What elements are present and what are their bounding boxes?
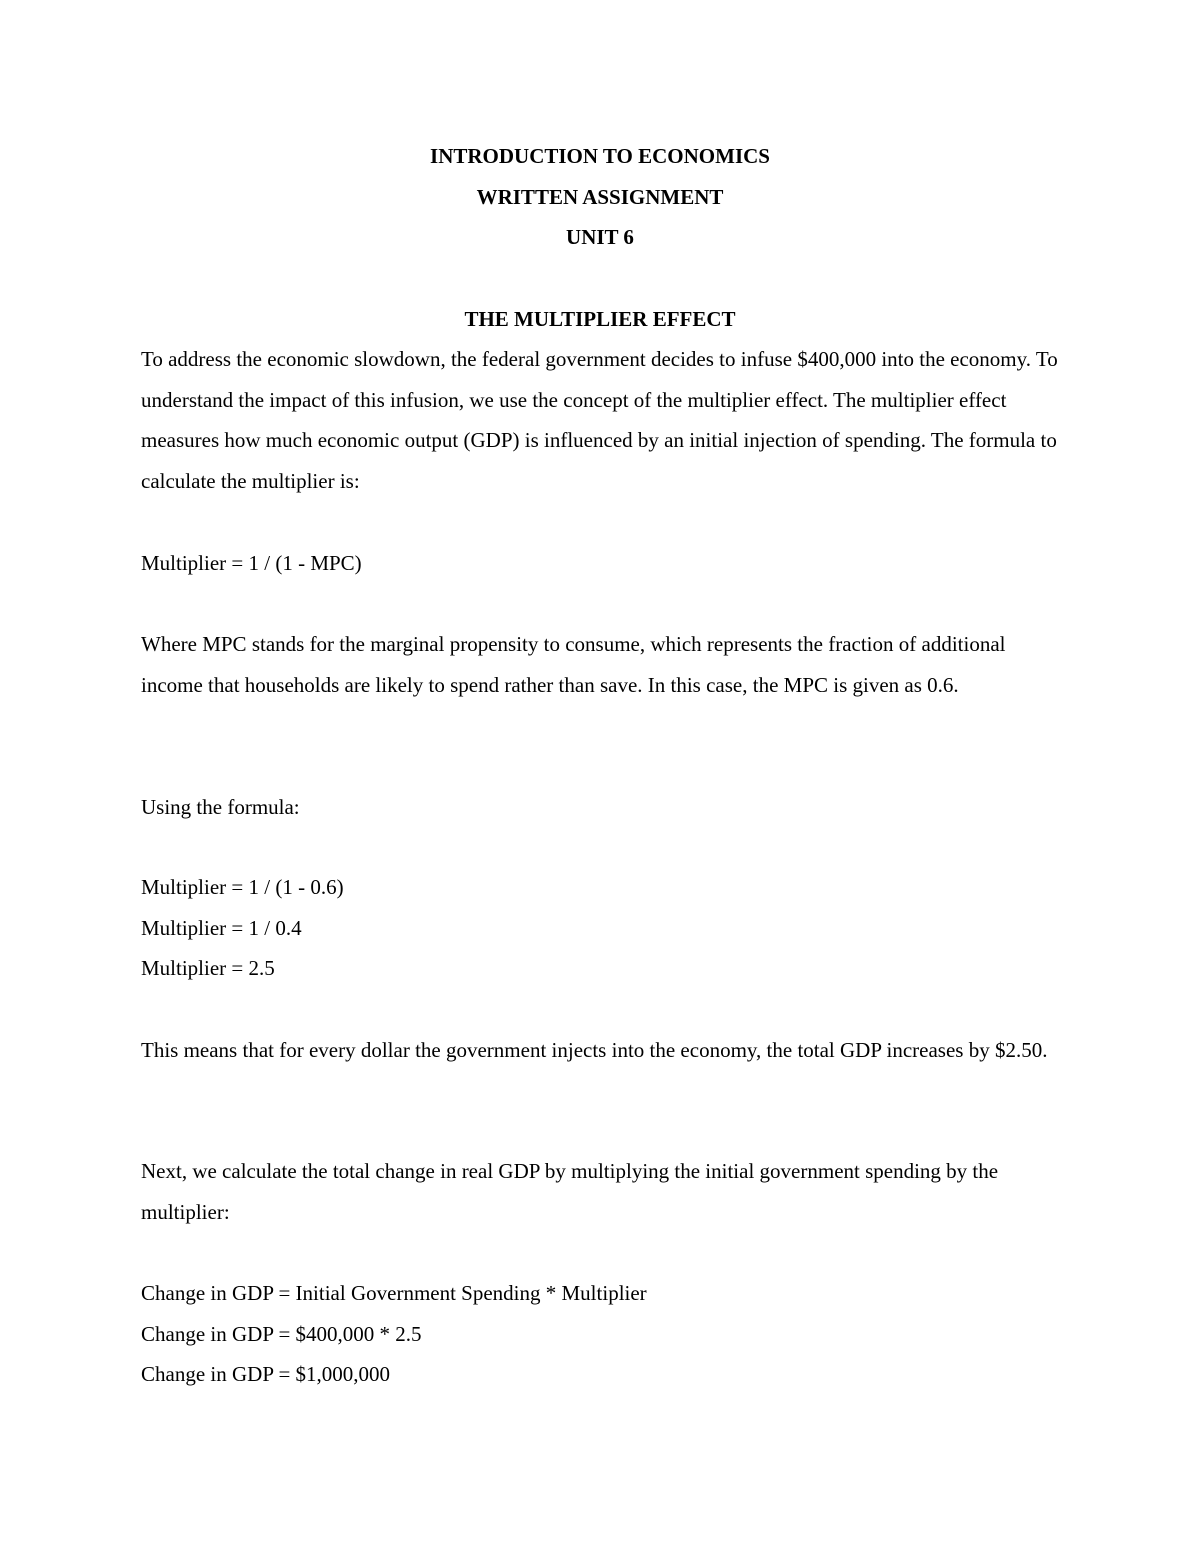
multiplier-calculation — [141, 867, 1061, 989]
mpc-explanation-paragraph — [141, 624, 1061, 705]
gdp-line: Change in GDP = $1,000,000 — [141, 1362, 391, 1387]
assignment-title: WRITTEN ASSIGNMENT — [476, 184, 724, 209]
intro-paragraph — [141, 339, 1061, 501]
section-heading: THE MULTIPLIER EFFECT — [464, 307, 736, 331]
calc-line: Multiplier = 1 / 0.4 — [141, 915, 302, 940]
gdp-line: Change in GDP = Initial Government Spending * Multiplier — [141, 1281, 647, 1305]
calc-line: Multiplier = 2.5 — [141, 956, 275, 981]
intro-text: To address the economic slowdown, the federal government decides to infuse $400,000 into the economy. To understand the impact of this infusion, we use the concept of the multiplier effect. The multiplier effect measures how much economic output (GDP) is influenced by an initial injection of spending. The formula to calculate the multiplier is: — [141, 347, 1058, 493]
document-header — [0, 136, 1200, 258]
interpretation-paragraph — [141, 1030, 1061, 1071]
course-title: INTRODUCTION TO ECONOMICS — [430, 144, 770, 168]
mpc-explanation-text: Where MPC stands for the marginal propensity to consume, which represents the fraction of additional income that households are likely to spend rather than save. In this case, the MPC is given as 0.6. — [141, 632, 1006, 697]
using-formula-text: Using the formula: — [141, 795, 300, 819]
next-step-text: Next, we calculate the total change in real GDP by multiplying the initial government spending by the multiplier: — [141, 1159, 999, 1224]
using-formula-line — [141, 787, 1061, 828]
gdp-calculation — [141, 1273, 1061, 1395]
multiplier-formula: Multiplier = 1 / (1 - MPC) — [141, 551, 362, 575]
formula-block — [141, 543, 1061, 584]
unit-title: UNIT 6 — [566, 225, 634, 250]
interpretation-text: This means that for every dollar the government injects into the economy, the total GDP increases by $2.50. — [141, 1038, 1048, 1062]
gdp-line: Change in GDP = $400,000 * 2.5 — [141, 1321, 422, 1346]
next-step-paragraph — [141, 1151, 1061, 1232]
calc-line: Multiplier = 1 / (1 - 0.6) — [141, 875, 344, 899]
